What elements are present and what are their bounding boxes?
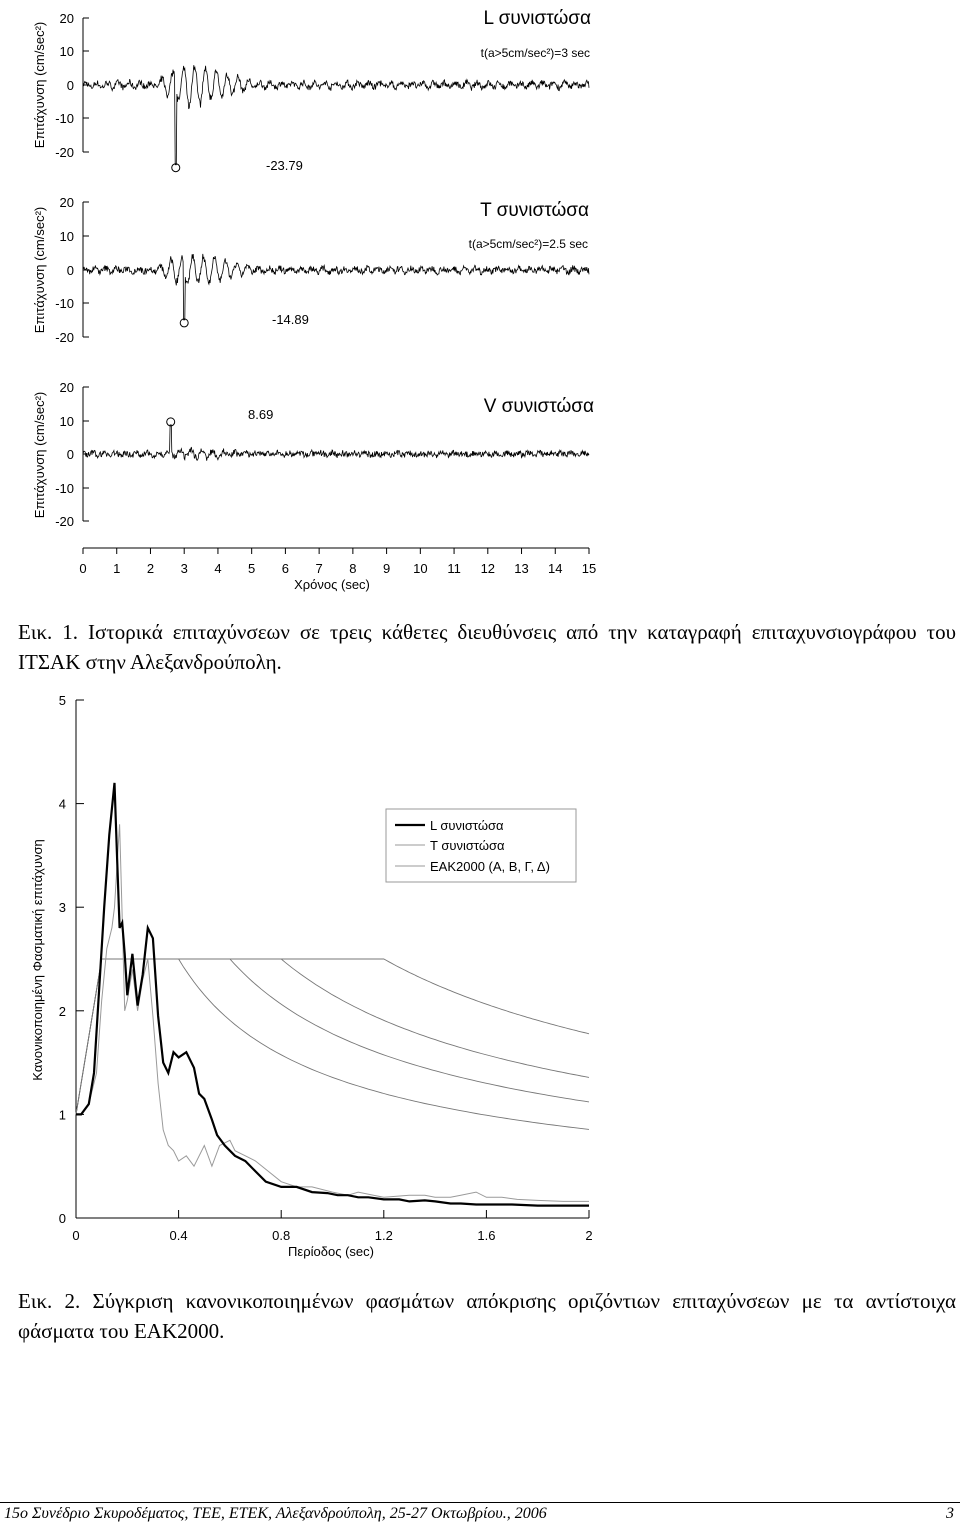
spectra-x-tick-label: 0 — [72, 1228, 80, 1243]
panel-v-ytick: -20 — [55, 514, 74, 529]
time-axis-tick-label: 15 — [581, 561, 597, 576]
panel-t-ytick: 20 — [59, 195, 74, 210]
time-axis-tick-label: 2 — [146, 561, 155, 576]
spectra-y-ticks — [59, 693, 84, 1226]
footer-rule — [0, 1502, 960, 1503]
panel-l-ytick: 20 — [59, 11, 74, 26]
footer-conference: 15ο Συνέδριο Σκυροδέματος, ΤΕΕ, ΕΤΕΚ, Αλεξανδρούπολη, 25-27 Οκτωβρίου., 2006 — [4, 1505, 547, 1522]
legend-label-eak: ΕΑΚ2000 (Α, Β, Γ, Δ) — [430, 859, 550, 874]
spectra-x-tick-label: 0.4 — [169, 1228, 188, 1243]
time-axis-tick-label: 14 — [548, 561, 563, 576]
panel-t-ylabel: Επιτάχυνση (cm/sec²) — [32, 206, 47, 334]
page-number: 3 — [946, 1505, 954, 1522]
eak2000-curve — [76, 959, 589, 1129]
time-axis-tick-label: 12 — [480, 561, 496, 576]
spectra-x-ticks — [72, 1210, 592, 1243]
legend-label-l: L συνιστώσα — [430, 818, 504, 833]
time-axis-tick-label: 13 — [514, 561, 529, 576]
time-axis-tick-label: 1 — [113, 561, 121, 576]
time-axis-tick-label: 6 — [281, 561, 290, 576]
eak2000-curve — [76, 959, 589, 1114]
panel-l-ytick: -20 — [55, 145, 74, 160]
panel-t-ytick: -10 — [55, 296, 74, 311]
panel-t-peak-label: -14.89 — [272, 312, 309, 327]
spectra-y-tick-label: 0 — [58, 1211, 66, 1226]
time-axis-tick-label: 9 — [382, 561, 391, 576]
time-axis-tick-label: 11 — [447, 561, 461, 576]
panel-v-peak-label: 8.69 — [248, 407, 274, 422]
time-axis-tick-label: 0 — [79, 561, 87, 576]
figure-2-caption: Εικ. 2. Σύγκριση κανονικοποιημένων φασμάτων απόκρισης οριζόντιων επιταχύνσεων με τα αντίστοιχα φάσματα του ΕΑΚ2000. — [18, 1289, 956, 1343]
eak2000-reference-curves — [76, 959, 589, 1129]
panel-t-title: T συνιστώσα — [480, 200, 589, 221]
panel-v-ytick: 10 — [59, 414, 74, 429]
panel-v-ytick: 20 — [59, 380, 74, 395]
figure-1-caption: Εικ. 1. Ιστορικά επιταχύνσεων σε τρεις κάθετες διευθύνσεις από την καταγραφή επιταχυνσιογράφου του ΙΤΣΑΚ στην Αλεξανδρούπολη. — [18, 620, 956, 674]
panel-l-ytick: 0 — [66, 78, 74, 93]
spectra-x-tick-label: 1.2 — [374, 1228, 393, 1243]
panel-l-peak-label: -23.79 — [266, 158, 303, 173]
panel-l-subtitle: t(a>5cm/sec²)=3 sec — [480, 46, 590, 60]
panel-v-ytick: 0 — [66, 447, 74, 462]
panel-v-ytick: -10 — [55, 481, 74, 496]
time-axis-tick-label: 10 — [413, 561, 428, 576]
time-axis-label: Χρόνος (sec) — [294, 577, 370, 592]
panel-v-title: V συνιστώσα — [483, 396, 594, 417]
spectra-ylabel: Κανονικοποιημένη Φασματική επιτάχυνση — [30, 839, 45, 1081]
time-axis-tick-label: 8 — [349, 561, 357, 576]
spectra-y-tick-label: 4 — [58, 796, 66, 812]
spectra-y-tick-label: 3 — [58, 900, 66, 916]
time-axis-tick-label: 7 — [315, 561, 323, 576]
page-footer — [0, 1502, 960, 1527]
eak2000-curve — [76, 959, 589, 1114]
panel-l-title: L συνιστώσα — [483, 8, 591, 29]
time-axis-tick-label: 3 — [180, 561, 188, 576]
panel-t-ytick: 10 — [59, 229, 74, 244]
panel-l-ytick: 10 — [59, 44, 74, 59]
time-axis-tick-label: 5 — [248, 561, 256, 576]
spectra-y-tick-label: 1 — [58, 1107, 66, 1123]
time-axis-tick-label: 4 — [214, 561, 222, 576]
panel-v-ylabel: Επιτάχυνση (cm/sec²) — [32, 391, 47, 519]
spectra-xlabel: Περίοδος (sec) — [288, 1244, 374, 1259]
spectra-y-tick-label: 2 — [58, 1003, 66, 1019]
panel-t-subtitle: t(a>5cm/sec²)=2.5 sec — [468, 237, 588, 251]
spectra-x-tick-label: 0.8 — [272, 1228, 291, 1243]
eak2000-curve — [76, 959, 589, 1114]
legend — [386, 809, 576, 882]
spectra-y-tick-label: 5 — [58, 693, 66, 708]
spectra-x-tick-label: 1.6 — [477, 1228, 496, 1243]
legend-label-t: T συνιστώσα — [430, 838, 505, 853]
panel-t-ytick: -20 — [55, 330, 74, 345]
panel-l-ylabel: Επιτάχυνση (cm/sec²) — [32, 21, 47, 149]
panel-t-ytick: 0 — [66, 263, 74, 278]
panel-l-ytick: -10 — [55, 111, 74, 126]
spectra-x-tick-label: 2 — [585, 1228, 593, 1243]
